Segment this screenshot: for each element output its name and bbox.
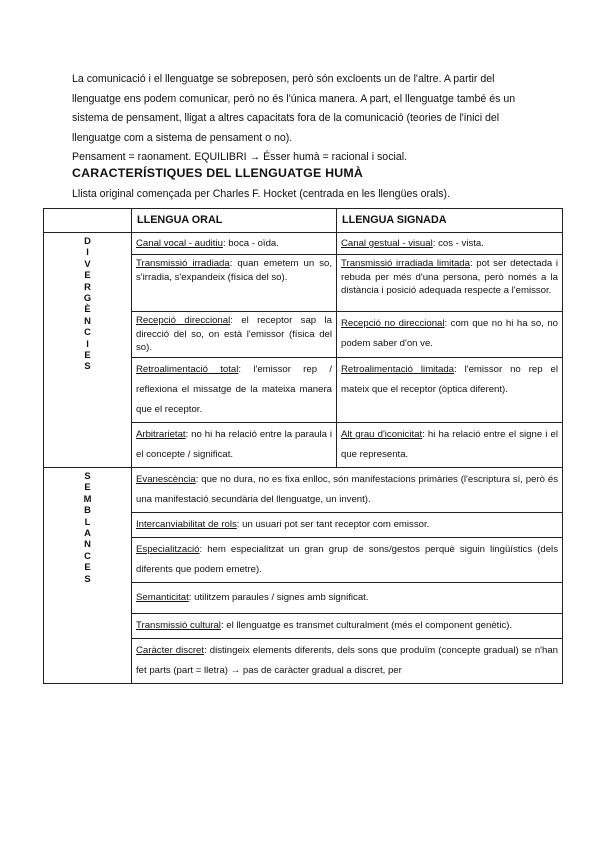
semblance-term: Evanescència bbox=[136, 474, 196, 485]
oral-text: : boca - oïda. bbox=[222, 238, 279, 249]
oral-cell bbox=[132, 233, 337, 255]
semblance-term: Semanticitat bbox=[136, 592, 189, 603]
signed-term: Retroalimentació limitada bbox=[341, 364, 454, 375]
vertical-letter: L bbox=[84, 515, 91, 527]
header-side bbox=[44, 209, 132, 233]
semblance-text: : distingeix elements diferents, dels sons que produïm (concepte gradual) se n'han fet parts (part = lletra) → pas de caràcter gradual a discret, per bbox=[136, 645, 558, 676]
vertical-letter: S bbox=[84, 470, 91, 481]
vertical-letter: N bbox=[84, 314, 91, 326]
semblance-text: : un usuari pot ser tant receptor com emissor. bbox=[236, 519, 430, 530]
vertical-letter: S bbox=[84, 572, 91, 584]
semblance-text: : el llenguatge es transmet culturalment (més el component genètic). bbox=[220, 620, 513, 631]
oral-cell bbox=[132, 312, 337, 358]
oral-term: Canal vocal - auditiu bbox=[136, 238, 223, 249]
oral-cell bbox=[132, 255, 337, 312]
vertical-letter: B bbox=[84, 504, 91, 516]
table-header-row bbox=[44, 209, 563, 233]
oral-term: Retroalimentació total bbox=[136, 364, 239, 375]
signed-term: Transmissió irradiada limitada bbox=[341, 258, 470, 269]
intro-text bbox=[72, 70, 532, 168]
vertical-letter: E bbox=[84, 269, 91, 281]
characteristics-table bbox=[43, 208, 563, 684]
oral-term: Arbitrarietat bbox=[136, 429, 186, 440]
oral-text: : el receptor sap la direcció del so, on està l'emissor (física del so). bbox=[136, 315, 332, 354]
semblance-term: Caràcter discret bbox=[136, 645, 205, 656]
signed-cell bbox=[337, 233, 563, 255]
vertical-letter: È bbox=[84, 303, 91, 315]
oral-text: : l'emissor rep / reflexiona el missatge de la mateixa manera que el receptor. bbox=[136, 364, 332, 415]
signed-cell bbox=[337, 255, 563, 312]
vertical-letter: C bbox=[84, 549, 91, 561]
vertical-letter: E bbox=[84, 561, 91, 573]
vertical-letter: V bbox=[84, 257, 91, 269]
oral-cell bbox=[132, 358, 337, 423]
vertical-letter: A bbox=[84, 527, 91, 539]
signed-text: : l'emissor no rep el mateix que el receptor (òptica diferent). bbox=[341, 364, 558, 395]
semblance-term: Transmissió cultural bbox=[136, 620, 221, 631]
vertical-letter: S bbox=[84, 360, 91, 372]
semblance-cell bbox=[132, 538, 563, 583]
oral-term: Recepció direccional bbox=[136, 315, 231, 326]
vertical-letter: G bbox=[83, 292, 92, 304]
vertical-letter: C bbox=[84, 326, 91, 338]
signed-term: Recepció no direccional bbox=[341, 318, 445, 329]
table-row bbox=[44, 468, 563, 513]
signed-term: Alt grau d'iconicitat bbox=[341, 429, 423, 440]
vertical-letter: N bbox=[84, 538, 91, 550]
semblance-text: : utilitzem paraules / signes amb significat. bbox=[188, 592, 369, 603]
table-row bbox=[44, 233, 563, 255]
oral-term: Transmissió irradiada bbox=[136, 258, 230, 269]
signed-text: : hi ha relació entre el signe i el que representa. bbox=[341, 429, 558, 460]
semblances-label bbox=[44, 468, 132, 684]
semblance-cell bbox=[132, 583, 563, 614]
vertical-letter: I bbox=[86, 337, 89, 349]
semblance-text: : que no dura, no es fixa enlloc, són manifestacions primàries (l'escriptura sí, però és una manifestació secundària del llenguatge, un invent). bbox=[136, 474, 558, 505]
divergencies-label bbox=[44, 233, 132, 468]
semblance-cell bbox=[132, 614, 563, 639]
intro-equation: Pensament = raonament. EQUILIBRI → Ésser humà = racional i social. bbox=[72, 151, 408, 164]
signed-cell bbox=[337, 423, 563, 468]
signed-text: : com que no hi ha so, no podem saber d'on ve. bbox=[341, 318, 559, 349]
signed-text: : cos - vista. bbox=[432, 238, 484, 249]
signed-term: Canal gestual - visual bbox=[341, 238, 433, 249]
section-heading: CARACTERÍSTIQUES DEL LLENGUATGE HUMÀ bbox=[72, 166, 364, 180]
semblance-cell bbox=[132, 513, 563, 538]
header-oral: LLENGUA ORAL bbox=[132, 209, 337, 233]
semblance-cell bbox=[132, 468, 563, 513]
vertical-letter: R bbox=[84, 280, 91, 292]
semblance-text: : hem especialitzat un gran grup de sons/gestos perquè siguin lingüístics (dels diferents que podem emetre). bbox=[136, 544, 558, 575]
semblance-cell bbox=[132, 639, 563, 684]
section-subtitle: Llista original començada per Charles F. Hocket (centrada en les llengües orals). bbox=[72, 188, 451, 200]
vertical-letter: E bbox=[84, 481, 91, 493]
vertical-letter: M bbox=[83, 492, 92, 504]
semblance-term: Intercanviabilitat de rols bbox=[136, 519, 237, 530]
vertical-letter: E bbox=[84, 349, 91, 361]
vertical-letter: I bbox=[86, 246, 89, 258]
signed-cell bbox=[337, 358, 563, 423]
intro-paragraph: La comunicació i el llenguatge se sobreposen, però són excloents un de l'altre. A partir del llenguatge ens podem comunicar, però no és l'única manera. A part, el llenguatge també és un sistema de pensament, lligat a altres capacitats fora de la comunicació (teories de l'inici del llenguatge com a sistema de pensament o no). bbox=[72, 73, 516, 144]
semblance-term: Especialització bbox=[136, 544, 200, 555]
signed-cell bbox=[337, 312, 563, 358]
oral-text: : no hi ha relació entre la paraula i el concepte / significat. bbox=[136, 429, 332, 460]
oral-cell bbox=[132, 423, 337, 468]
vertical-letter: D bbox=[84, 235, 91, 246]
header-signed: LLENGUA SIGNADA bbox=[337, 209, 563, 233]
oral-text: : quan emetem un so, s'irradia, s'expandeix (física del so). bbox=[136, 258, 332, 283]
signed-text: : pot ser detectada i rebuda per més d'una persona, però només a la distància i posició adequada respecte a l'emissor. bbox=[341, 258, 559, 297]
